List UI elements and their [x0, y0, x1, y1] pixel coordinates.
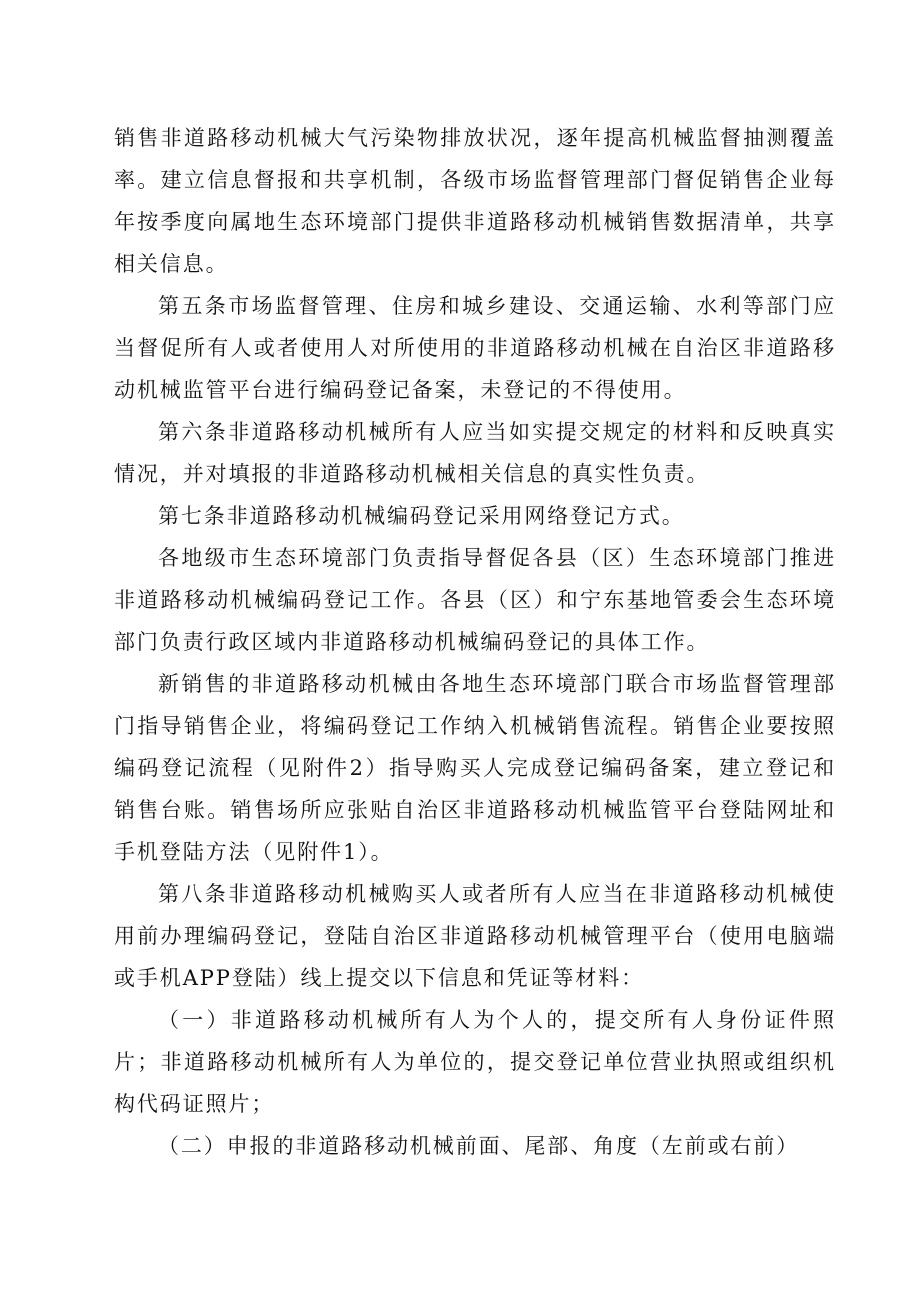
paragraph-article-7: 第七条非道路移动机械编码登记采用网络登记方式。 [158, 504, 685, 528]
paragraph-item-2: （二）申报的非道路移动机械前面、尾部、角度（左前或右前） [158, 1134, 800, 1158]
paragraph-item-1: （一）非道路移动机械所有人为个人的，提交所有人身份证件照片；非道路移动机械所有人为单位的，提交登记单位营业执照或组织机构代码证照片； [114, 1008, 836, 1116]
paragraph-new-sales: 新销售的非道路移动机械由各地生态环境部门联合市场监督管理部门指导销售企业，将编码登记工作纳入机械销售流程。销售企业要按照编码登记流程（见附件2）指导购买人完成登记编码备案，建立登记和销售台账。销售场所应张贴自治区非道路移动机械监管平台登陆网址和手机登陆方法（见附件1）。 [114, 672, 836, 864]
paragraph-article-8: 第八条非道路移动机械购买人或者所有人应当在非道路移动机械使用前办理编码登记，登陆自治区非道路移动机械管理平台（使用电脑端或手机APP登陆）线上提交以下信息和凭证等材料： [114, 882, 836, 990]
document-body [114, 117, 836, 1167]
paragraph-article-6: 第六条非道路移动机械所有人应当如实提交规定的材料和反映真实情况，并对填报的非道路移动机械相关信息的真实性负责。 [114, 420, 836, 486]
paragraph-continued: 销售非道路移动机械大气污染物排放状况，逐年提高机械监督抽测覆盖率。建立信息督报和共享机制，各级市场监督管理部门督促销售企业每年按季度向属地生态环境部门提供非道路移动机械销售数据清单，共享相关信息。 [114, 126, 836, 276]
paragraph-article-7-detail: 各地级市生态环境部门负责指导督促各县（区）生态环境部门推进非道路移动机械编码登记工作。各县（区）和宁东基地管委会生态环境部门负责行政区域内非道路移动机械编码登记的具体工作。 [114, 546, 836, 654]
paragraph-article-5: 第五条市场监督管理、住房和城乡建设、交通运输、水利等部门应当督促所有人或者使用人对所使用的非道路移动机械在自治区非道路移动机械监管平台进行编码登记备案，未登记的不得使用。 [114, 294, 836, 402]
